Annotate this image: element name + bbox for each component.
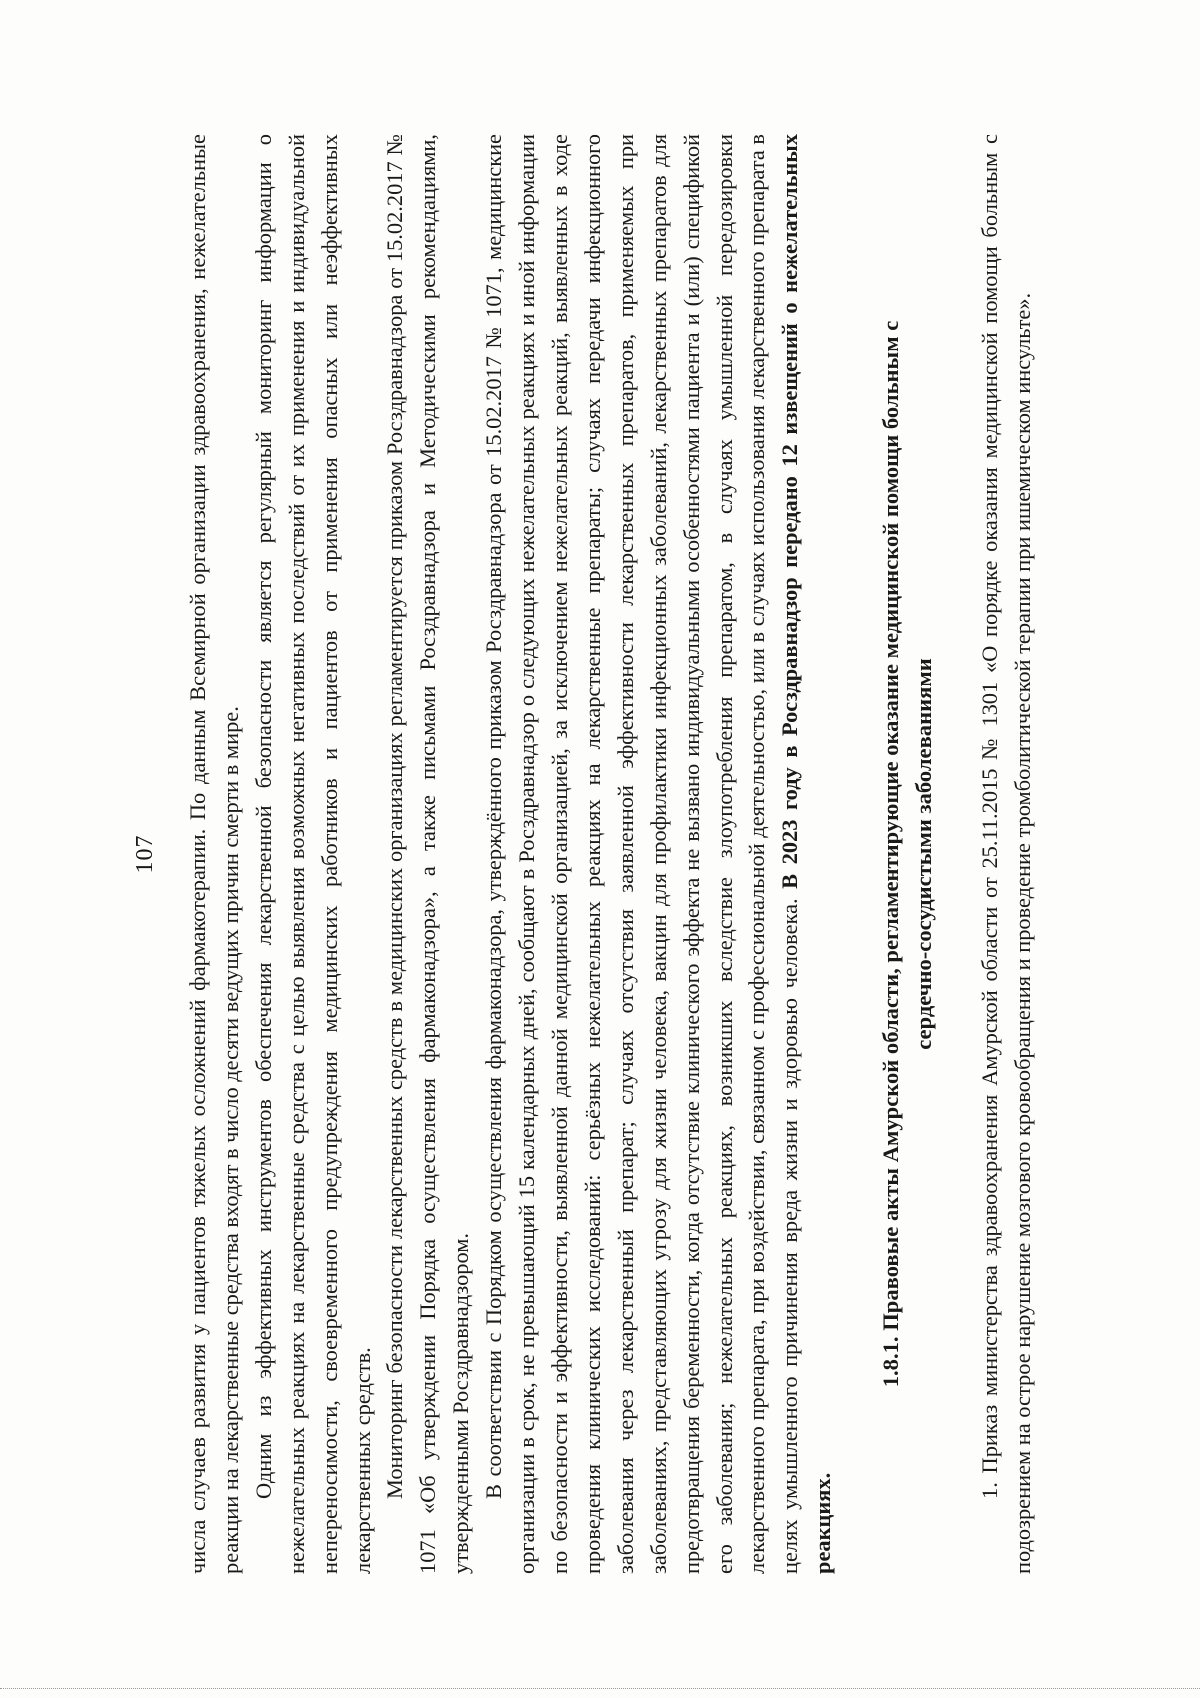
paragraph-intro: числа случаев развития у пациентов тяжелых осложнений фармакотерапии. По данным Всемирной организации здравоохранения, нежелательные реакции на лекарственные средства входят в число десяти ведущих причин смерти в мире. [185,134,243,1574]
paragraph-monitoring-tools: Одним из эффективных инструментов обеспечения лекарственной безопасности является регулярный мониторинг информации о нежелательных реакциях на лекарственные средства с целью выявления возможных негативных последствий от их применения и индивидуальной непереносимости, своевременного предупреждения медицинских работников и пациентов от применения опасных или неэффективных лекарственных средств. [250,134,375,1574]
paragraph-procedure-summary: В 2023 году в Росздравнадзор передано 12 извещений о нежелательных реакциях. [777,134,836,1574]
scan-edge-divider [0,1688,1200,1689]
section-heading-line-1: 1.8.1. Правовые акты Амурской области, регламентирующие оказание медицинской помощи больным с [878,320,904,1388]
section-heading [874,134,940,1574]
rotated-page-content [122,104,1036,1604]
paragraph-procedure [478,134,840,1574]
section-heading-line-2: сердечно-сосудистыми заболеваниями [911,658,937,1050]
paragraph-regulation: Мониторинг безопасности лекарственных средств в медицинских организациях регламентируется приказом Росздравнадзора от 15.02.2017 № 1071 «Об утверждении Порядка осуществления фармаконадзора», а также письмами Росздравнадзора и Методическими рекомендациями, утвержденными Росздравнадзором. [382,134,474,1574]
document-body [182,134,1040,1574]
paragraph-procedure-text: В соответствии с Порядком осуществления фармаконадзора, утверждённого приказом Росздравнадзора от 15.02.2017 № 1071, медицинские организации в срок, не превышающий 15 календарных дней, сообщают в Росздравнадзор о следующих нежелательных реакциях и иной информации по безопасности и эффективности, выявленной данной медицинской организацией, за исключением нежелательных реакций, выявленных в ходе проведения клинических исследований: серьёзных нежелательных реакциях на лекарственные препараты; случаях передачи инфекционного заболевания через лекарственный препарат; случаях отсутствия заявленной эффективности лекарственных препаратов, применяемых при заболеваниях, представляющих угрозу для жизни человека, вакцин для профилактики инфекционных заболеваний, лекарственных препаратов для предотвращения беременности, когда отсутствие клинического эффекта не вызвано индивидуальными особенностями пациента и (или) спецификой его заболевания; нежелательных реакциях, возникших вследствие злоупотребления препаратом, в случаях умышленной передозировки лекарственного препарата, при воздействии, связанном с профессиональной деятельностью, или в случаях использования лекарственного препарата в целях умышленного причинения вреда жизни и здоровью человека. [481,134,803,1574]
page-number: 107 [132,834,158,874]
paragraph-order-1301: 1. Приказ министерства здравоохранения Амурской области от 25.11.2015 № 1301 «О порядке оказания медицинской помощи больным с подозрением на острое нарушение мозгового кровообращения и проведение тромболитической терапии при ишемическом инсульте». [977,134,1036,1574]
